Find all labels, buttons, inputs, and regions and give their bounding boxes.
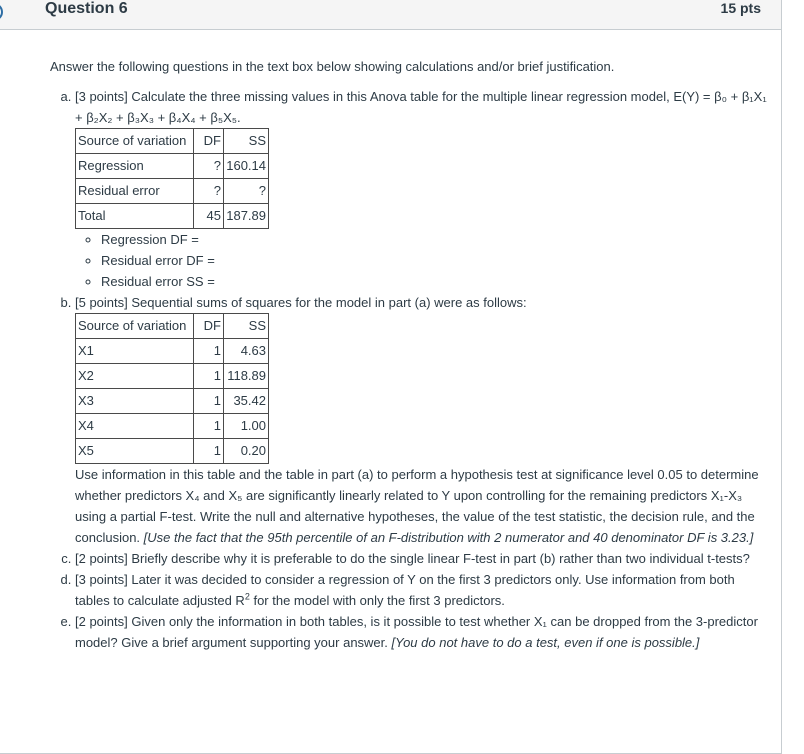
part-e-text: [2 points] Given only the information in both tables, is it possible to test whether X₁ can be dropped from the 3-predictor model? Give a brief argument supporting your answer.	[75, 614, 758, 650]
cell-ss: 160.14	[224, 154, 269, 179]
cell-ss: 1.00	[224, 414, 269, 439]
part-b-text: b. [5 points] Sequential sums of squares for the model in part (a) were as follows:	[75, 295, 527, 310]
cell-df: 1	[194, 414, 224, 439]
cell-ss: 118.89	[224, 364, 269, 389]
part-a	[75, 86, 770, 292]
table-row	[76, 439, 269, 464]
cell-source: X2	[76, 364, 194, 389]
cell-df: 1	[194, 364, 224, 389]
cell-ss: 0.20	[224, 439, 269, 464]
part-d-superscript: 2	[244, 591, 250, 602]
cell-source: X4	[76, 414, 194, 439]
table-row	[76, 154, 269, 179]
cell-source: Regression	[76, 154, 194, 179]
table-row	[76, 339, 269, 364]
table-header-row	[76, 314, 269, 339]
part-b-instructions	[75, 464, 770, 548]
part-d-text-after: for the model with only the first 3 predictors.	[249, 593, 505, 608]
cell-ss: 4.63	[224, 339, 269, 364]
header-ss: SS	[224, 129, 269, 154]
header-df: DF	[194, 129, 224, 154]
table-row	[76, 204, 269, 229]
part-a-answers	[75, 229, 770, 292]
question-title: Question 6	[45, 0, 128, 17]
table-row	[76, 364, 269, 389]
question-status-icon[interactable]	[0, 3, 3, 21]
table-row	[76, 414, 269, 439]
cell-df: 1	[194, 339, 224, 364]
list-item: ◦ Residual error SS =	[101, 271, 770, 292]
part-c	[75, 548, 770, 569]
part-a-text: a. [3 points] Calculate the three missing values in this Anova table for the multiple linear regression model, E(Y) = β₀ + β₁X₁ + β₂X₂ + β₃X₃ + β₄X₄ + β₅X₅.	[75, 89, 767, 125]
question-parts	[50, 86, 770, 653]
header-source: Source of variation	[76, 314, 194, 339]
question-points: 15 pts	[720, 0, 761, 16]
cell-df: 1	[194, 389, 224, 414]
part-c-text: [2 points] Briefly describe why it is preferable to do the single linear F-test in part (b) rather than two individual t-tests?	[75, 551, 750, 566]
cell-source: X3	[76, 389, 194, 414]
list-item: ◦ Residual error DF =	[101, 250, 770, 271]
part-b-note: [Use the fact that the 95th percentile of an F-distribution with 2 numerator and 40 denominator DF is 3.23.]	[143, 530, 754, 545]
table-row	[76, 179, 269, 204]
question-intro: Answer the following questions in the text box below showing calculations and/or brief justification.	[50, 59, 615, 74]
sequential-ss-table	[75, 313, 269, 464]
part-b	[75, 292, 770, 548]
cell-df: 45	[194, 204, 224, 229]
cell-source: Total	[76, 204, 194, 229]
cell-source: X5	[76, 439, 194, 464]
cell-df: 1	[194, 439, 224, 464]
table-header-row	[76, 129, 269, 154]
cell-ss: ?	[224, 179, 269, 204]
cell-df: ?	[194, 179, 224, 204]
table-row	[76, 389, 269, 414]
question-body	[50, 56, 770, 653]
cell-source: X1	[76, 339, 194, 364]
header-ss: SS	[224, 314, 269, 339]
header-df: DF	[194, 314, 224, 339]
list-item: ◦ Regression DF =	[101, 229, 770, 250]
cell-df: ?	[194, 154, 224, 179]
part-d	[75, 569, 770, 611]
cell-ss: 187.89	[224, 204, 269, 229]
part-e	[75, 611, 770, 653]
part-b-follow-text: Use information in this table and the table in part (a) to perform a hypothesis test at significance level 0.05 to determine whether predictors X₄ and X₅ are significantly linearly related to Y upon controlling for the remaining predictors X₁-X₃ using a partial F-test. Write the null and alternative hypotheses, the value of the test statistic, the decision rule, and the conclusion.	[75, 467, 759, 545]
part-e-note: [You do not have to do a test, even if one is possible.]	[391, 635, 700, 650]
part-d-text-before: [3 points] Later it was decided to consider a regression of Y on the first 3 predictors only. Use information from both tables to calculate adjusted R	[75, 572, 735, 608]
cell-ss: 35.42	[224, 389, 269, 414]
cell-source: Residual error	[76, 179, 194, 204]
anova-table	[75, 128, 269, 229]
header-source: Source of variation	[76, 129, 194, 154]
question-header	[0, 0, 781, 30]
